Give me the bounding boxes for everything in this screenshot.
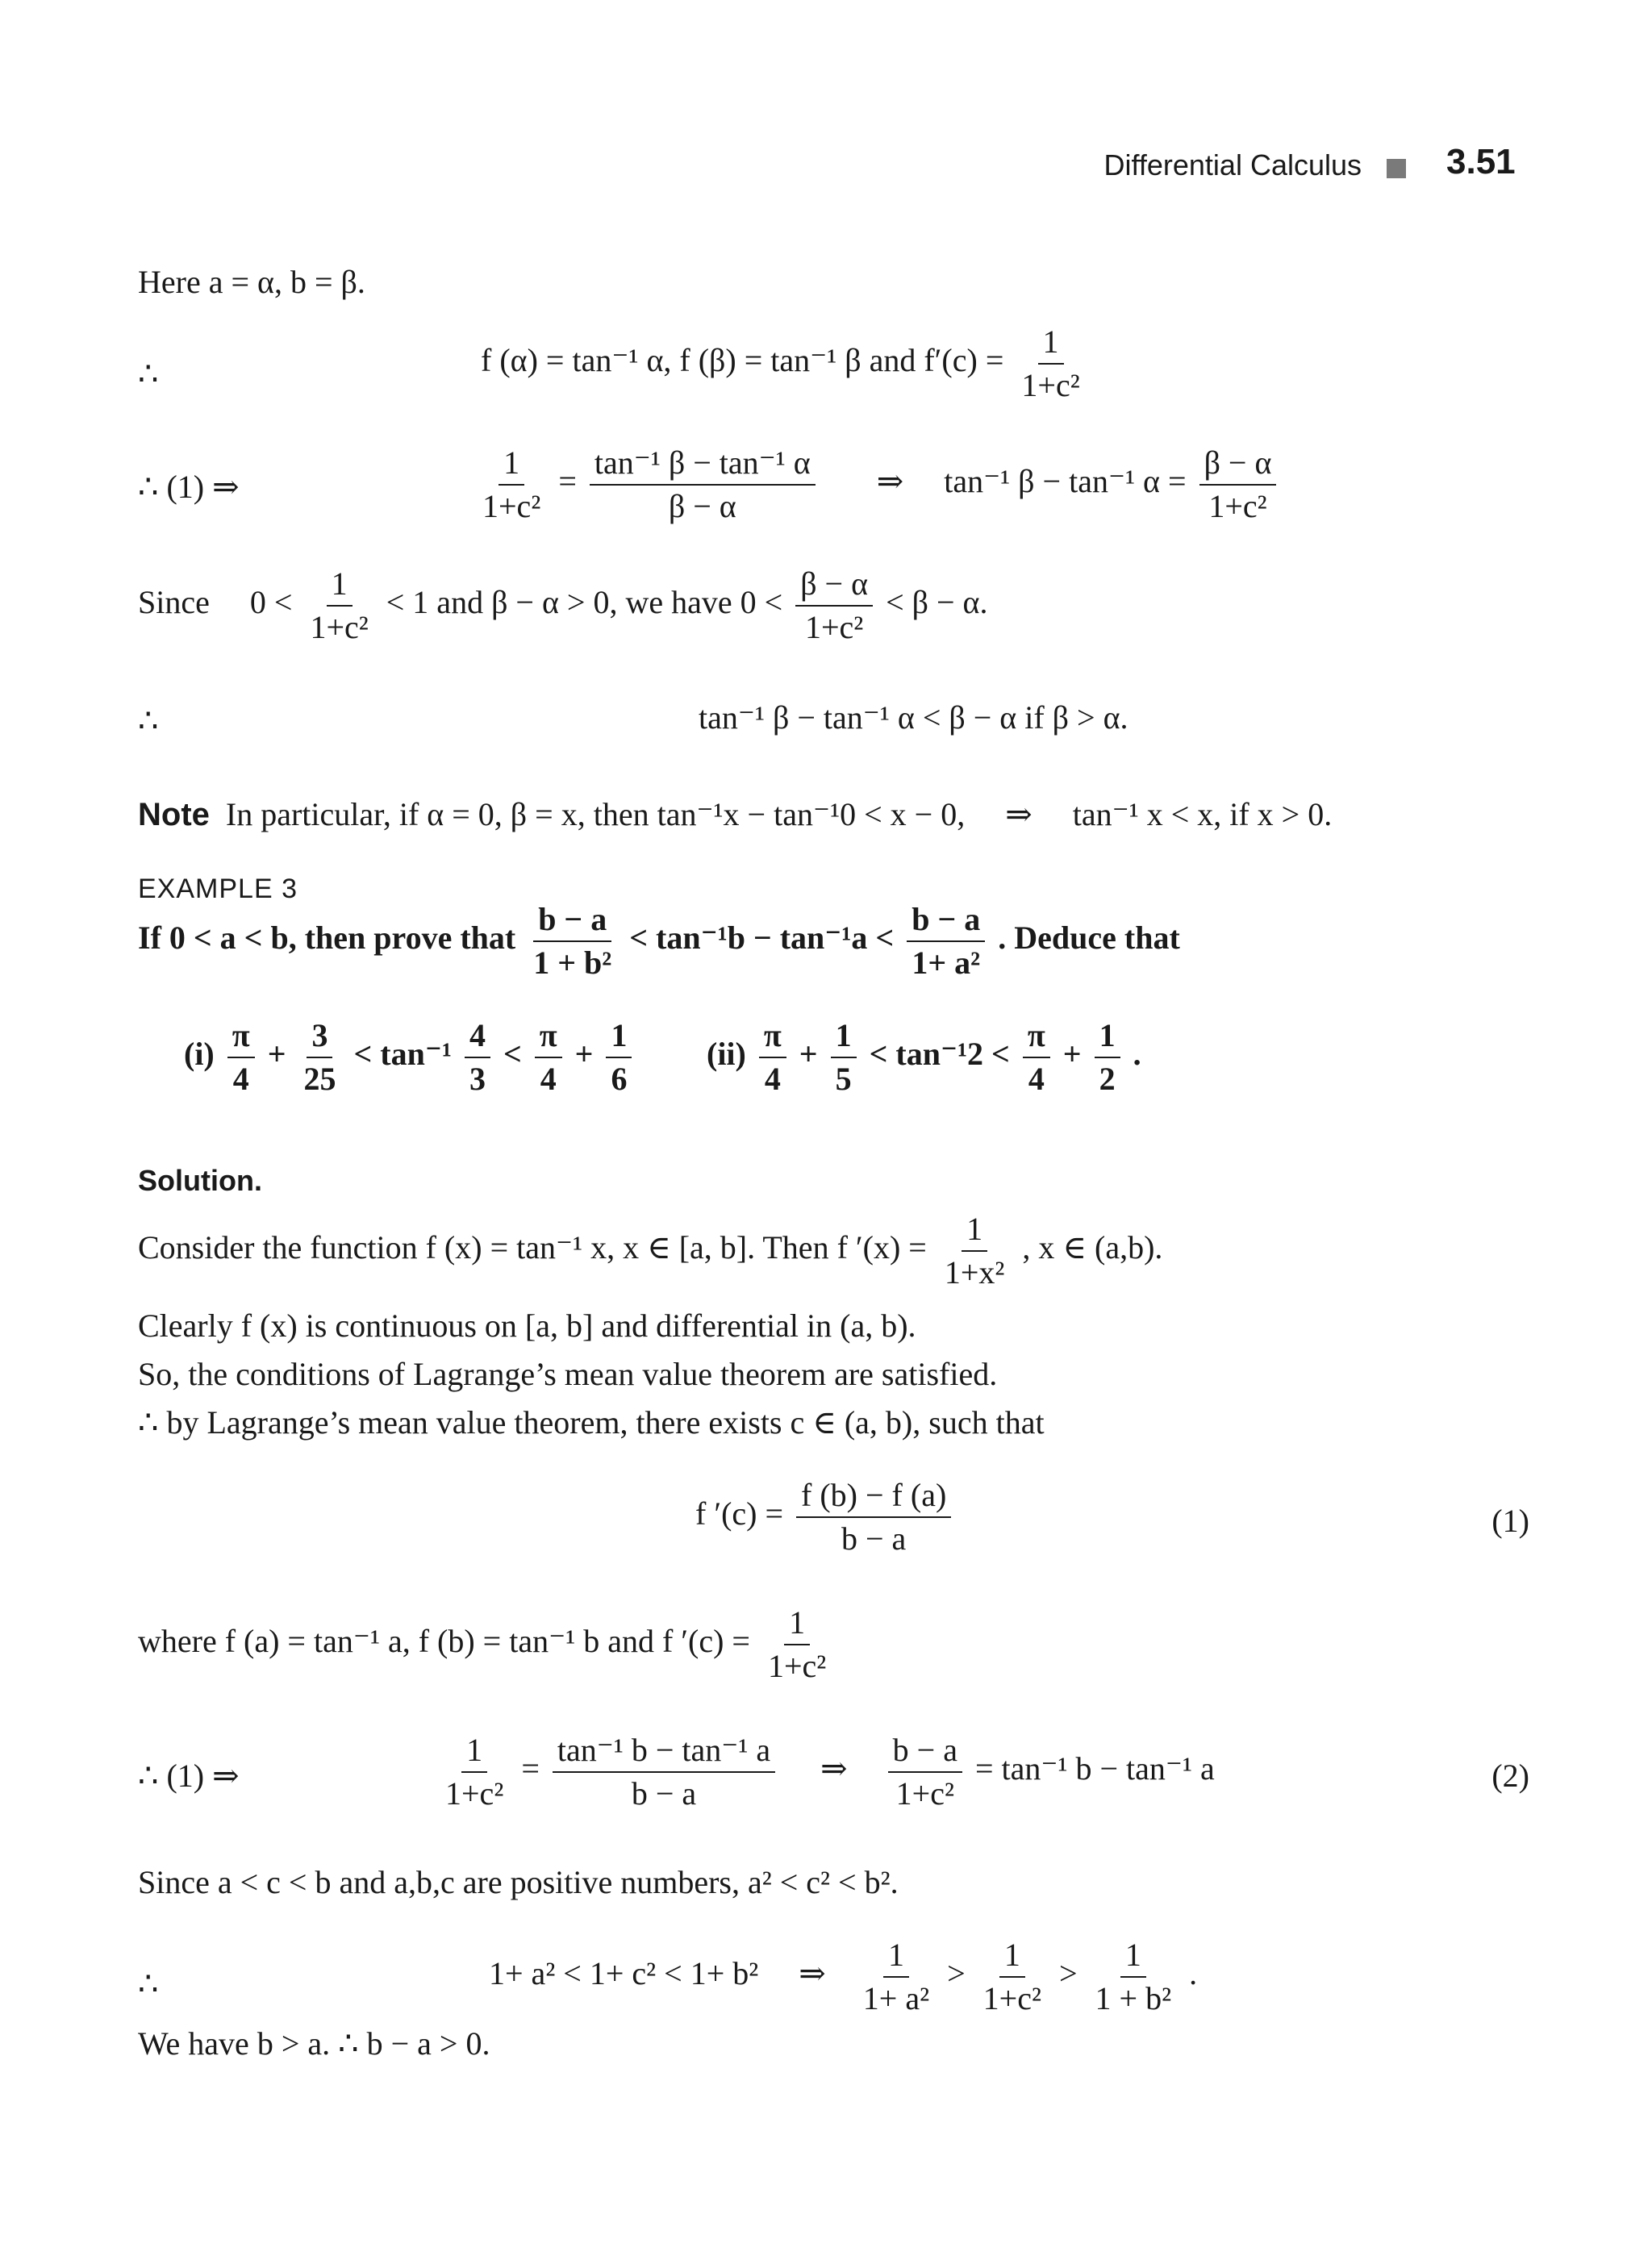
implies-symbol: ⇒ xyxy=(820,1750,848,1787)
fraction-denominator: 1 + b² xyxy=(533,945,612,981)
solution-label: Solution. xyxy=(138,1164,262,1197)
since-part-c: < β − α. xyxy=(886,584,988,621)
fraction-numerator: 1 xyxy=(606,1016,632,1058)
mvt-equation xyxy=(695,1476,956,1558)
header-separator-square xyxy=(1387,159,1406,178)
tan-inverse-text: < tan⁻¹2 < xyxy=(869,1036,1010,1073)
intro-line: Here a = α, b = β. xyxy=(138,264,365,300)
function-definitions xyxy=(481,323,1090,405)
result-fraction xyxy=(1199,444,1277,526)
fraction-denominator: 1+c² xyxy=(445,1775,504,1812)
since-word: Since xyxy=(138,584,210,621)
statement-end: . Deduce that xyxy=(998,919,1180,957)
fraction-denominator: β − α xyxy=(668,488,736,524)
fraction-numerator: tan⁻¹ β − tan⁻¹ α xyxy=(590,444,816,486)
chain-text: 1+ a² < 1+ c² < 1+ b² xyxy=(489,1955,759,1992)
mvt-fraction xyxy=(796,1476,951,1558)
fraction-numerator: b − a xyxy=(533,900,611,942)
where-text: where f (a) = tan⁻¹ a, f (b) = tan⁻¹ b and f ′(c) = xyxy=(138,1623,750,1660)
fraction-numerator: π xyxy=(227,1016,255,1058)
fraction-numerator: b − a xyxy=(907,900,985,942)
fraction-numerator: 1 xyxy=(499,444,524,486)
reciprocal-a xyxy=(858,1936,934,2018)
therefore-symbol: ∴ xyxy=(138,356,159,392)
four-over-3 xyxy=(465,1016,490,1099)
fraction-denominator: 1+c² xyxy=(804,609,864,645)
lhs-fraction xyxy=(478,444,545,526)
plus-sign: + xyxy=(1062,1036,1082,1073)
statement-middle: < tan⁻¹b − tan⁻¹a < xyxy=(629,919,895,957)
clearly-line: Clearly f (x) is continuous on [a, b] and differential in (a, b). xyxy=(138,1307,916,1344)
fraction-denominator: 3 xyxy=(469,1061,486,1097)
part-ii-label: (ii) xyxy=(707,1036,746,1073)
statement-intro: If 0 < a < b, then prove that xyxy=(138,919,516,957)
reciprocal-b xyxy=(1091,1936,1177,2018)
part-i-label: (i) xyxy=(184,1036,215,1073)
fraction-numerator: 1 xyxy=(999,1936,1025,1978)
fraction-denominator: 1+c² xyxy=(1021,367,1080,403)
result-fraction xyxy=(888,1731,962,1813)
fraction-numerator: 1 xyxy=(1095,1016,1120,1058)
consider-text: Consider the function f (x) = tan⁻¹ x, x ∈ [a, b]. Then f ′(x) = xyxy=(138,1229,927,1266)
where-line xyxy=(138,1603,836,1686)
derivative-fraction xyxy=(940,1210,1010,1292)
note-label: Note xyxy=(138,797,210,832)
fraction-denominator: 1+c² xyxy=(982,1980,1041,2016)
fraction-numerator: 1 xyxy=(327,565,353,607)
consider-line xyxy=(138,1210,1162,1292)
implies-symbol: ⇒ xyxy=(876,463,904,500)
implies-symbol: ⇒ xyxy=(799,1955,826,1992)
fraction-denominator: 1+c² xyxy=(1208,488,1267,524)
fraction-numerator: π xyxy=(1023,1016,1050,1058)
period: . xyxy=(1189,1955,1198,1992)
fraction-denominator: 25 xyxy=(303,1061,336,1097)
fraction-numerator: b − a xyxy=(888,1731,962,1773)
derivative-fraction xyxy=(1016,323,1084,405)
fraction-denominator: 1 + b² xyxy=(1095,1980,1172,2016)
implies-symbol: ⇒ xyxy=(1005,796,1032,832)
fraction-numerator: 1 xyxy=(784,1603,810,1645)
pi-over-4 xyxy=(535,1016,562,1099)
fraction-denominator: b − a xyxy=(841,1520,907,1557)
note-paragraph xyxy=(138,795,1332,834)
equation-number-1: (1) xyxy=(1491,1503,1529,1539)
fraction-numerator: 4 xyxy=(465,1016,490,1058)
fraction-denominator: 1+x² xyxy=(944,1254,1005,1291)
fraction-denominator: 2 xyxy=(1099,1061,1116,1097)
lhs-fraction xyxy=(440,1731,508,1813)
lagrange-line: ∴ by Lagrange’s mean value theorem, there exists c ∈ (a, b), such that xyxy=(138,1404,1045,1441)
fraction-denominator: 4 xyxy=(540,1061,557,1097)
reciprocal-c xyxy=(978,1936,1046,2018)
greater-than: > xyxy=(1058,1955,1078,1992)
note-result: tan⁻¹ x < x, if x > 0. xyxy=(1072,796,1333,832)
example-statement xyxy=(138,900,1180,982)
fraction-denominator: 5 xyxy=(835,1061,852,1097)
three-over-25 xyxy=(298,1016,340,1099)
fraction-denominator: 1+c² xyxy=(482,488,541,524)
since-part-a: 0 < xyxy=(249,584,293,621)
fraction-denominator: b − a xyxy=(631,1775,697,1812)
b-greater-a-line: We have b > a. ∴ b − a > 0. xyxy=(138,2025,490,2062)
conditions-line: So, the conditions of Lagrange’s mean value theorem are satisfied. xyxy=(138,1356,998,1392)
fraction-numerator: 1 xyxy=(831,1016,857,1058)
fraction-numerator: 1 xyxy=(461,1731,487,1773)
result-text: tan⁻¹ β − tan⁻¹ α = xyxy=(944,463,1187,500)
plus-sign: + xyxy=(799,1036,818,1073)
less-than: < xyxy=(503,1036,522,1073)
lower-bound-fraction xyxy=(528,900,616,982)
derivative-fraction xyxy=(763,1603,831,1686)
fraction-numerator: 1 xyxy=(883,1936,909,1978)
function-definitions-text: f (α) = tan⁻¹ α, f (β) = tan⁻¹ β and f′(c) = xyxy=(481,342,1004,379)
pi-over-4 xyxy=(1023,1016,1050,1099)
pi-over-4 xyxy=(759,1016,786,1099)
fraction-denominator: 1+c² xyxy=(310,609,369,645)
one-over-2 xyxy=(1095,1016,1120,1099)
upper-bound-fraction xyxy=(907,900,985,982)
rhs-fraction xyxy=(553,1731,775,1813)
fraction-denominator: 4 xyxy=(1028,1061,1045,1097)
equals-sign: = xyxy=(558,463,577,500)
one-over-6 xyxy=(606,1016,632,1099)
since-fraction-2 xyxy=(795,565,873,647)
fraction-denominator: 1+ a² xyxy=(862,1980,930,2016)
since-fraction xyxy=(305,565,373,647)
fraction-numerator: 1 xyxy=(962,1210,987,1252)
step-label: ∴ (1) ⇒ xyxy=(138,1758,240,1794)
therefore-symbol: ∴ xyxy=(138,703,159,739)
fraction-denominator: 6 xyxy=(611,1061,628,1097)
note-text: In particular, if α = 0, β = x, then tan⁻¹x − tan⁻¹0 < x − 0, xyxy=(225,796,966,832)
page-number: 3.51 xyxy=(1446,142,1516,181)
mvt-lhs: f ′(c) = xyxy=(695,1495,784,1532)
fraction-denominator: 4 xyxy=(232,1061,249,1097)
part-ii xyxy=(707,1016,1141,1099)
chain-inequality xyxy=(489,1936,1197,2018)
since-positive-line: Since a < c < b and a,b,c are positive numbers, a² < c² < b². xyxy=(138,1864,899,1900)
fraction-numerator: tan⁻¹ b − tan⁻¹ a xyxy=(553,1731,775,1773)
step-result: = tan⁻¹ b − tan⁻¹ a xyxy=(974,1750,1215,1787)
consider-end: , x ∈ (a,b). xyxy=(1022,1229,1163,1266)
conclusion-inequality: tan⁻¹ β − tan⁻¹ α < β − α if β > α. xyxy=(699,699,1128,736)
part-i xyxy=(184,1016,636,1099)
fraction-numerator: β − α xyxy=(795,565,873,607)
fraction-numerator: β − α xyxy=(1199,444,1277,486)
therefore-symbol: ∴ xyxy=(138,1966,159,2002)
fraction-numerator: π xyxy=(535,1016,562,1058)
fraction-numerator: π xyxy=(759,1016,786,1058)
period: . xyxy=(1133,1036,1141,1073)
greater-than: > xyxy=(947,1955,966,1992)
equation-number-2: (2) xyxy=(1491,1758,1529,1794)
tan-inverse-text: < tan⁻¹ xyxy=(353,1036,452,1073)
example-label: EXAMPLE 3 xyxy=(138,874,298,904)
step-equation xyxy=(436,1731,1215,1813)
running-header-title: Differential Calculus xyxy=(1103,148,1362,181)
fraction-numerator: 3 xyxy=(307,1016,332,1058)
rhs-fraction xyxy=(590,444,816,526)
fraction-numerator: 1 xyxy=(1120,1936,1146,1978)
pi-over-4 xyxy=(227,1016,255,1099)
mvt-step-equation xyxy=(473,444,1281,526)
fraction-denominator: 1+c² xyxy=(767,1648,827,1684)
fraction-denominator: 4 xyxy=(764,1061,781,1097)
step-label: ∴ (1) ⇒ xyxy=(138,469,240,505)
since-inequality xyxy=(138,565,988,647)
fraction-numerator: 1 xyxy=(1038,323,1064,365)
fraction-denominator: 1+ a² xyxy=(912,945,981,981)
plus-sign: + xyxy=(267,1036,286,1073)
since-part-b: < 1 and β − α > 0, we have 0 < xyxy=(386,584,783,621)
one-over-5 xyxy=(831,1016,857,1099)
plus-sign: + xyxy=(574,1036,594,1073)
fraction-numerator: f (b) − f (a) xyxy=(796,1476,951,1518)
equals-sign: = xyxy=(521,1750,540,1787)
fraction-denominator: 1+c² xyxy=(895,1775,954,1812)
